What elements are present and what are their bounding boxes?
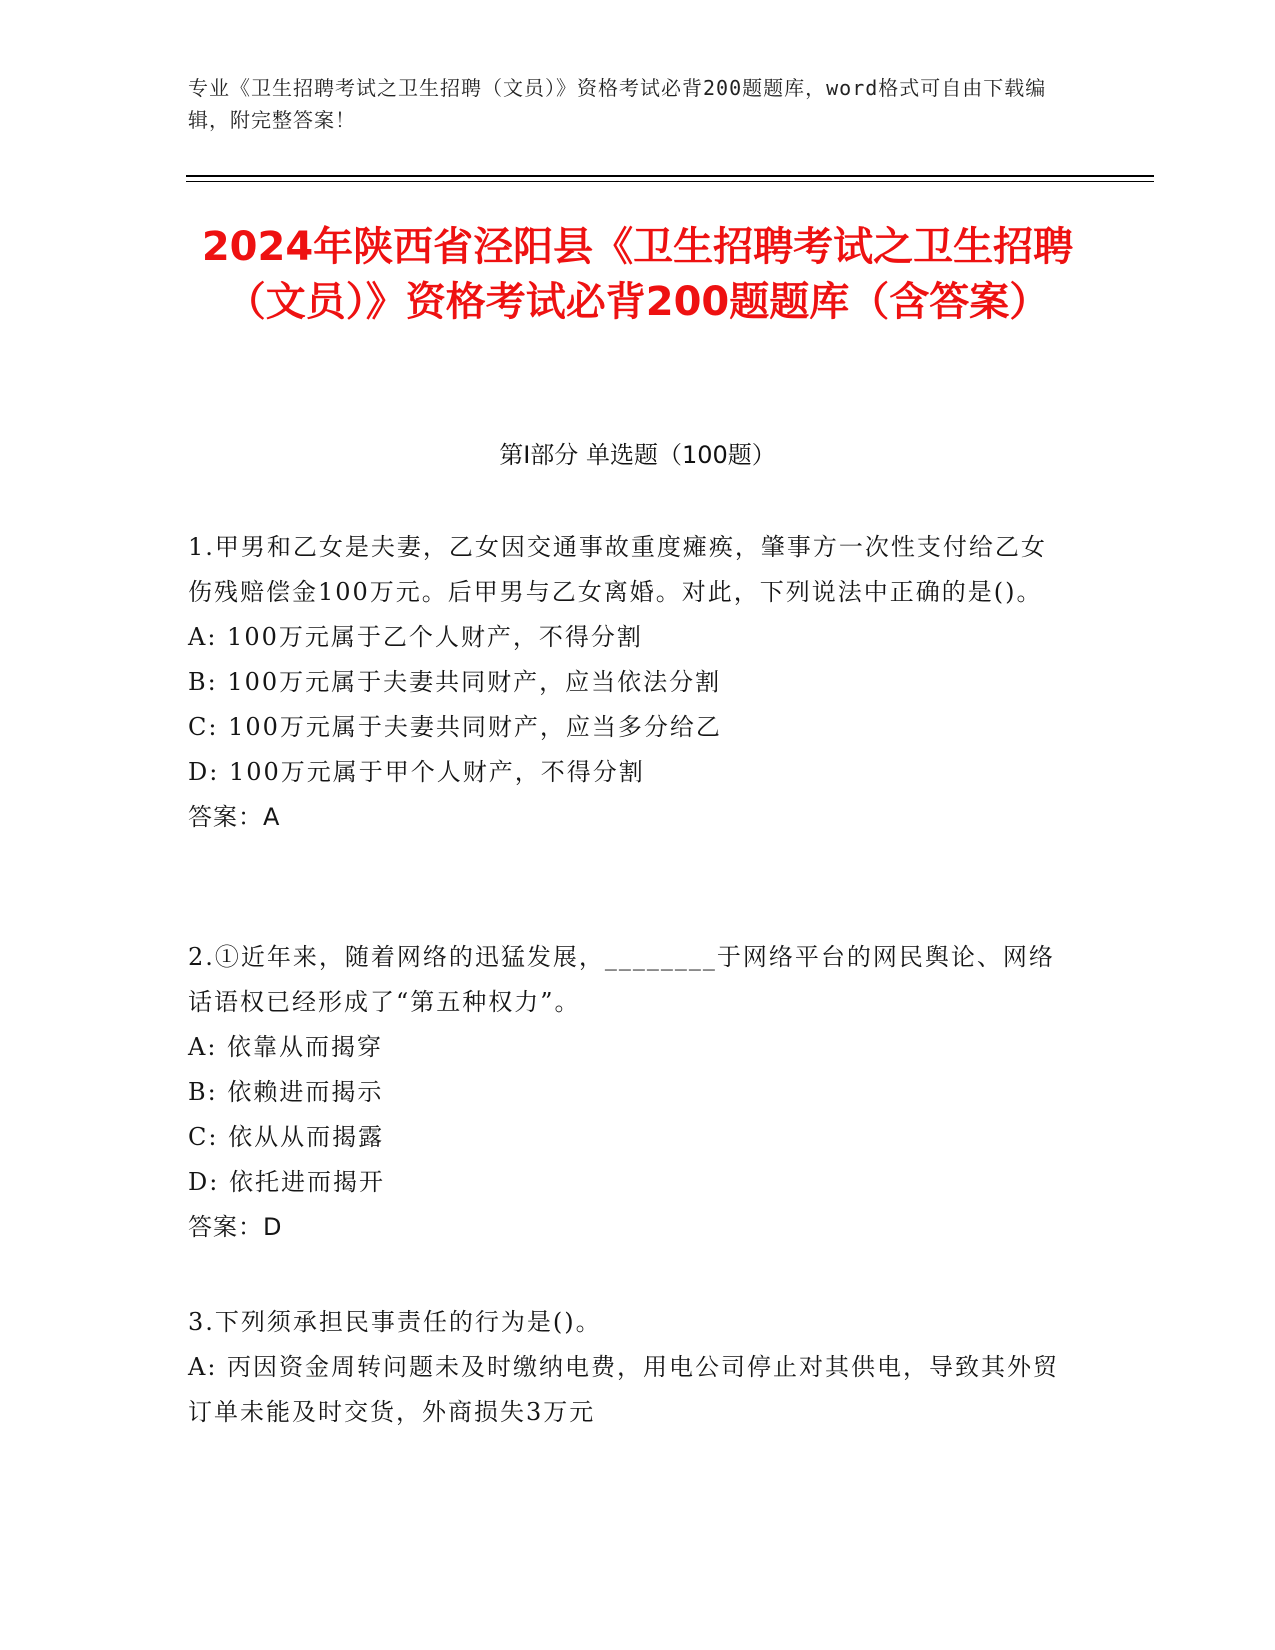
- section-heading: 第I部分 单选题（100题）: [499, 441, 776, 469]
- option-a: A: 100万元属于乙个人财产，不得分割: [188, 623, 643, 651]
- question-3: [188, 1300, 1068, 1435]
- option-a: A: 依靠从而揭穿: [188, 1033, 384, 1061]
- option-a: A: 丙因资金周转问题未及时缴纳电费，用电公司停止对其供电，导致其外贸订单未能及时交货，外商损失3万元: [188, 1353, 1060, 1426]
- question-stem: 1.甲男和乙女是夫妻，乙女因交通事故重度瘫痪，肇事方一次性支付给乙女伤残赔偿金100万元。后甲男与乙女离婚。对此，下列说法中正确的是()。: [188, 533, 1047, 606]
- question-stem: 3.下列须承担民事责任的行为是()。: [188, 1308, 602, 1336]
- question-stem: 2.①近年来，随着网络的迅猛发展，________于网络平台的网民舆论、网络话语权已经形成了“第五种权力”。: [188, 943, 1055, 1016]
- option-c: C: 100万元属于夫妻共同财产，应当多分给乙: [188, 713, 722, 741]
- option-d: D: 依托进而揭开: [188, 1168, 385, 1196]
- question-2: [188, 935, 1068, 1250]
- question-1: [188, 525, 1068, 840]
- document-title: 2024年陕西省泾阳县《卫生招聘考试之卫生招聘（文员）》资格考试必背200题题库（含答案）: [201, 224, 1074, 325]
- answer-line: 答案：D: [188, 1213, 283, 1241]
- option-b: B: 依赖进而揭示: [188, 1078, 384, 1106]
- option-d: D: 100万元属于甲个人财产，不得分割: [188, 758, 645, 786]
- header-divider-thick: [186, 175, 1154, 177]
- option-c: C: 依从从而揭露: [188, 1123, 385, 1151]
- header-note: 专业《卫生招聘考试之卫生招聘（文员）》资格考试必背200题题库，word格式可自由下载编辑，附完整答案！: [188, 76, 1047, 132]
- header-divider-thin: [186, 181, 1154, 182]
- option-b: B: 100万元属于夫妻共同财产，应当依法分割: [188, 668, 722, 696]
- answer-line: 答案：A: [188, 803, 281, 831]
